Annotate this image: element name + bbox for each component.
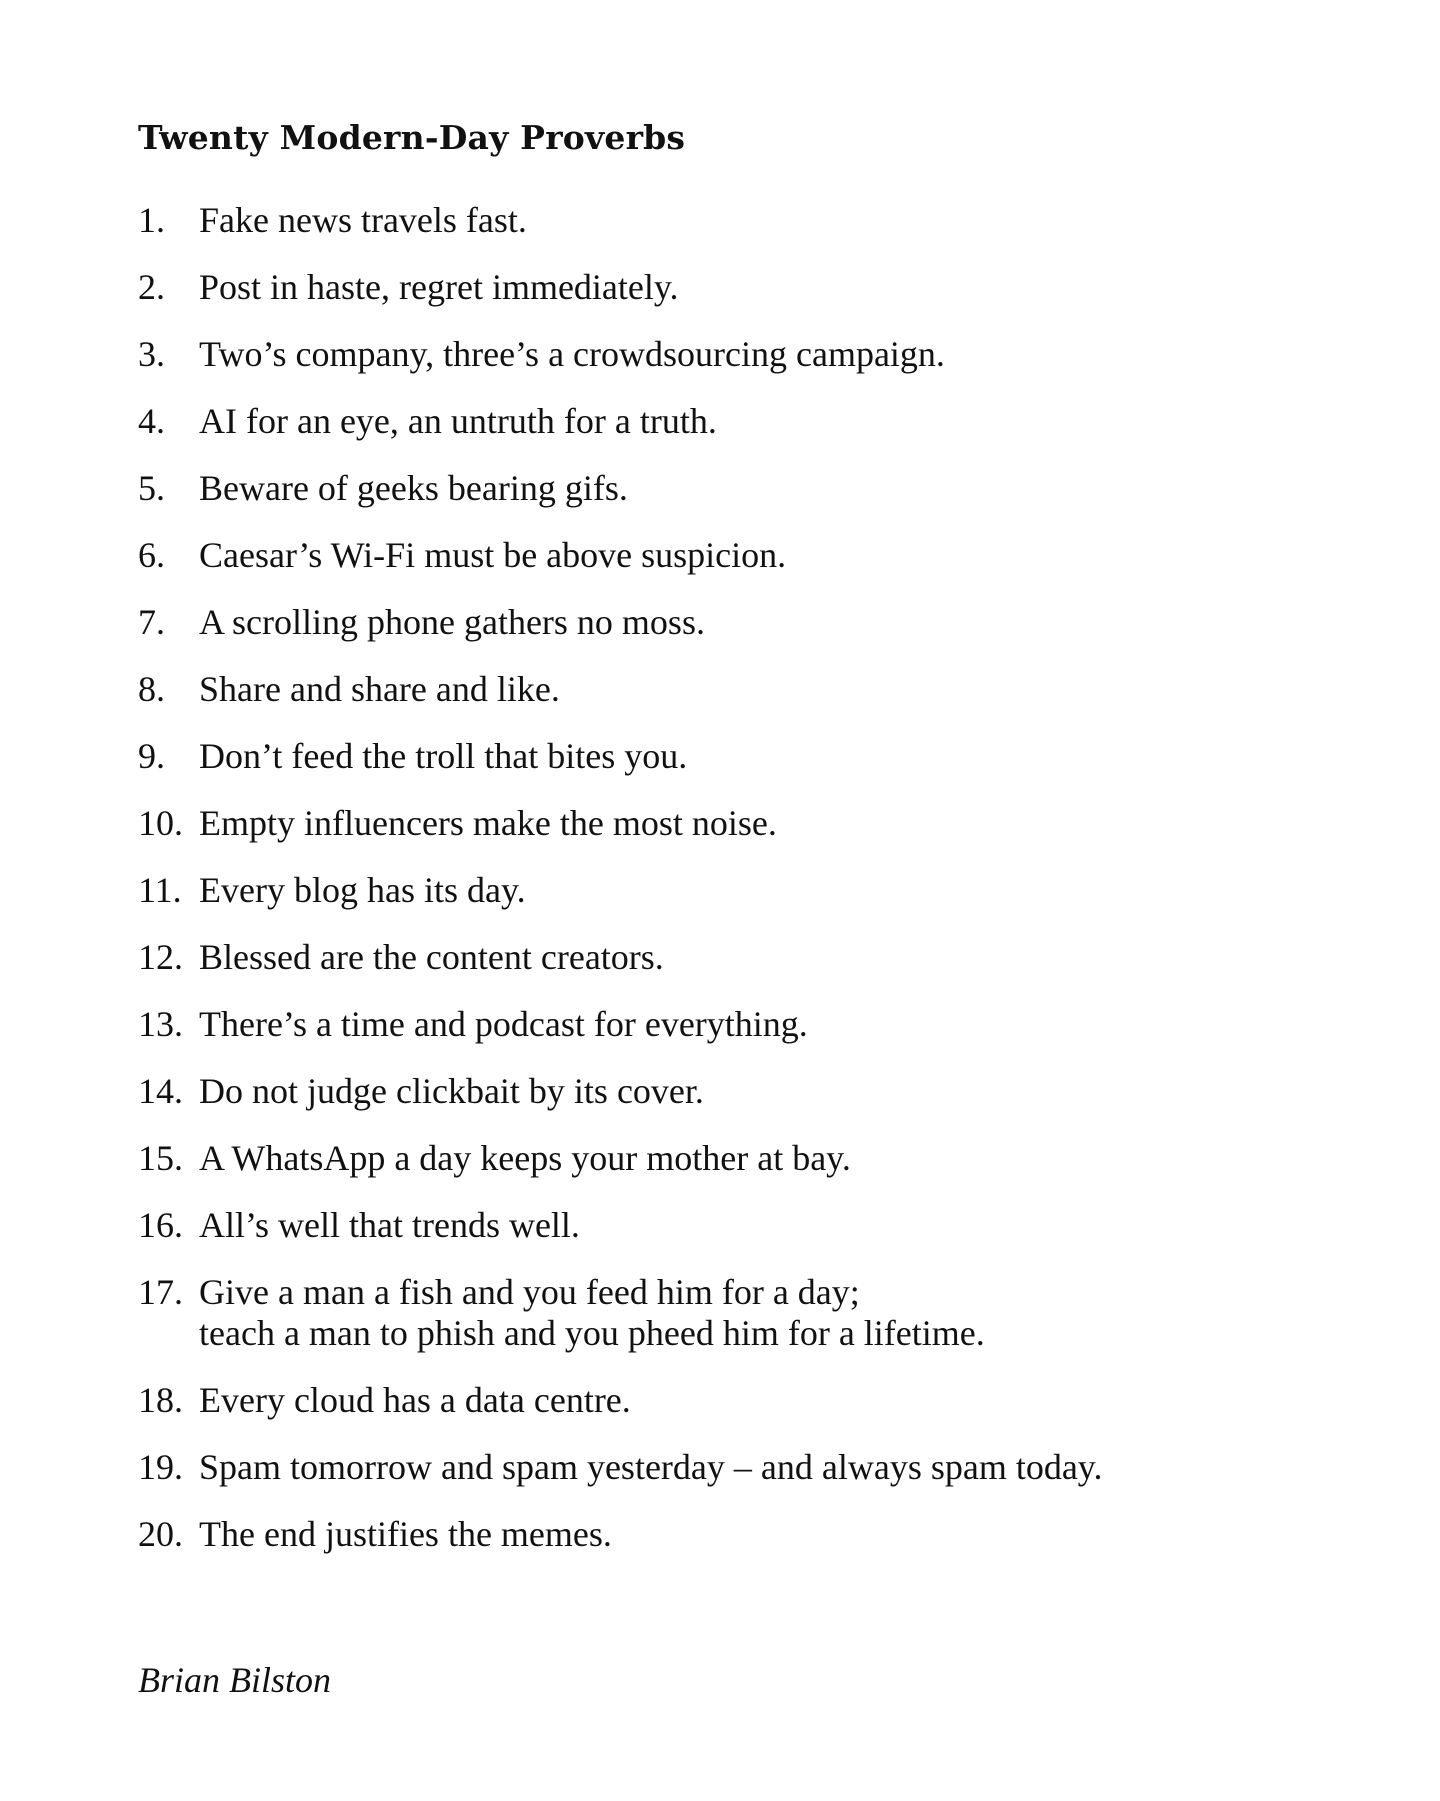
proverb-line: Beware of geeks bearing gifs.: [199, 468, 628, 508]
proverb-number: 4.: [138, 401, 165, 441]
proverb-item-9: [138, 736, 1338, 803]
proverb-number: 13.: [138, 1004, 183, 1044]
proverb-item-6: [138, 535, 1338, 602]
proverb-item-1: [138, 200, 1338, 267]
proverb-number: 9.: [138, 736, 165, 776]
proverb-text: [199, 1205, 1338, 1246]
proverb-text: [199, 200, 1338, 241]
proverb-text: [199, 1447, 1338, 1488]
proverb-line: A WhatsApp a day keeps your mother at bay.: [199, 1138, 851, 1178]
proverb-text: [199, 1380, 1338, 1421]
proverb-number: 8.: [138, 669, 165, 709]
proverb-line: Fake news travels fast.: [199, 200, 527, 240]
proverb-text: [199, 401, 1338, 442]
proverb-text: [199, 535, 1338, 576]
proverb-text: [199, 1272, 1338, 1354]
proverb-text: [199, 803, 1338, 844]
proverb-text: [199, 334, 1338, 375]
proverb-item-19: [138, 1447, 1338, 1514]
proverb-text: [199, 267, 1338, 308]
proverb-line: Two’s company, three’s a crowdsourcing campaign.: [199, 334, 945, 374]
proverb-line: There’s a time and podcast for everything.: [199, 1004, 808, 1044]
proverb-line: Post in haste, regret immediately.: [199, 267, 679, 307]
proverb-line: Give a man a fish and you feed him for a day;: [199, 1272, 860, 1312]
proverb-number: 10.: [138, 803, 183, 843]
proverb-line: AI for an eye, an untruth for a truth.: [199, 401, 717, 441]
proverb-text: [199, 1514, 1338, 1555]
proverb-text: [199, 1138, 1338, 1179]
proverb-text: [199, 736, 1338, 777]
proverb-number: 1.: [138, 200, 165, 240]
proverb-item-4: [138, 401, 1338, 468]
proverb-number: 19.: [138, 1447, 183, 1487]
proverb-line: Don’t feed the troll that bites you.: [199, 736, 688, 776]
proverb-line: Spam tomorrow and spam yesterday – and always spam today.: [199, 1447, 1103, 1487]
proverb-list: [138, 200, 1338, 1581]
author-name: Brian Bilston: [138, 1660, 332, 1700]
proverb-text: [199, 870, 1338, 911]
proverb-item-12: [138, 937, 1338, 1004]
proverb-line: Do not judge clickbait by its cover.: [199, 1071, 704, 1111]
proverb-line: A scrolling phone gathers no moss.: [199, 602, 705, 642]
proverb-number: 12.: [138, 937, 183, 977]
proverb-item-15: [138, 1138, 1338, 1205]
proverb-item-7: [138, 602, 1338, 669]
proverb-item-2: [138, 267, 1338, 334]
proverb-item-16: [138, 1205, 1338, 1272]
proverb-number: 16.: [138, 1205, 183, 1245]
proverb-text: [199, 1071, 1338, 1112]
proverb-item-20: [138, 1514, 1338, 1581]
proverb-line: Caesar’s Wi-Fi must be above suspicion.: [199, 535, 787, 575]
proverb-number: 5.: [138, 468, 165, 508]
proverb-item-13: [138, 1004, 1338, 1071]
proverb-item-18: [138, 1380, 1338, 1447]
proverb-line: Every blog has its day.: [199, 870, 526, 910]
proverb-line: The end justifies the memes.: [199, 1514, 612, 1554]
proverb-line: All’s well that trends well.: [199, 1205, 580, 1245]
proverb-text: [199, 937, 1338, 978]
proverb-number: 15.: [138, 1138, 183, 1178]
proverb-text: [199, 468, 1338, 509]
proverb-line: teach a man to phish and you pheed him for a lifetime.: [199, 1313, 985, 1353]
proverb-line: Empty influencers make the most noise.: [199, 803, 777, 843]
proverb-number: 3.: [138, 334, 165, 374]
proverb-item-17: [138, 1272, 1338, 1380]
proverb-item-11: [138, 870, 1338, 937]
proverb-line: Blessed are the content creators.: [199, 937, 664, 977]
proverb-item-8: [138, 669, 1338, 736]
proverb-number: 18.: [138, 1380, 183, 1420]
proverb-text: [199, 1004, 1338, 1045]
proverb-item-3: [138, 334, 1338, 401]
proverb-item-10: [138, 803, 1338, 870]
proverb-item-5: [138, 468, 1338, 535]
page-title: Twenty Modern-Day Proverbs: [138, 118, 686, 157]
proverb-number: 17.: [138, 1272, 183, 1312]
proverb-text: [199, 602, 1338, 643]
proverb-text: [199, 669, 1338, 710]
proverb-number: 14.: [138, 1071, 183, 1111]
proverb-item-14: [138, 1071, 1338, 1138]
proverb-number: 6.: [138, 535, 165, 575]
proverb-number: 11.: [138, 870, 182, 910]
proverb-number: 7.: [138, 602, 165, 642]
proverb-number: 2.: [138, 267, 165, 307]
proverb-line: Share and share and like.: [199, 669, 560, 709]
proverb-number: 20.: [138, 1514, 183, 1554]
proverb-line: Every cloud has a data centre.: [199, 1380, 631, 1420]
